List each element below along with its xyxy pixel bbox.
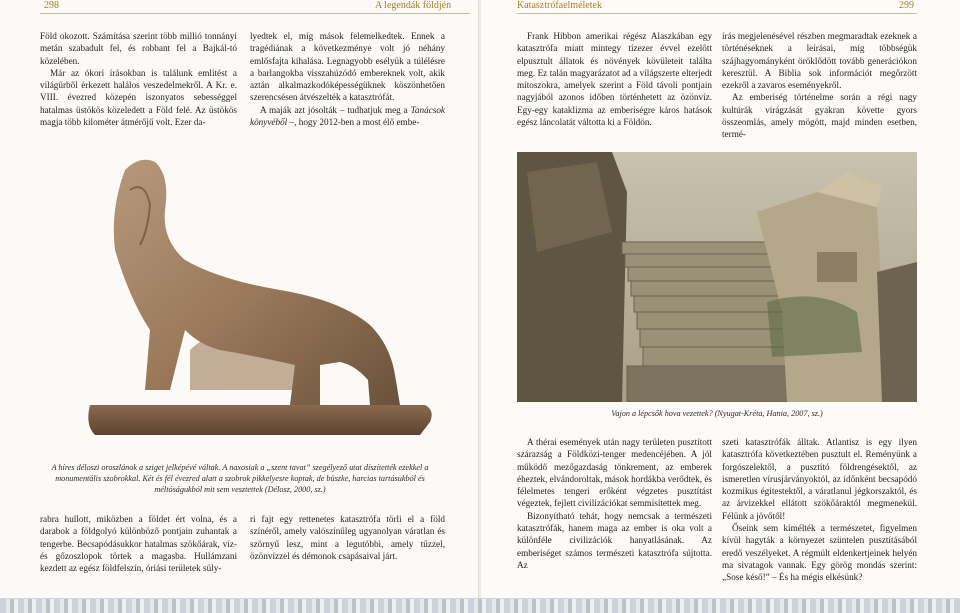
paragraph: Őseink sem kímélték a természetet, figyelmen kívül hagyták a környezet szüntelen pusztításából eredő veszélyeket. A régmúlt eldenkertjeinek helyén ma sivatagok vannak. Egy görög mondás szerint: „Sose késő!” – És ha mégis elkésünk? <box>722 523 917 583</box>
book-title: Tanácsok könyvéből <box>250 104 445 128</box>
header-rule-left <box>40 13 470 14</box>
page-number-right: 299 <box>899 0 914 11</box>
running-title-right: Katasztrófaelméletek <box>517 0 602 11</box>
paragraph: Már az ókori írásokban is találunk említést a világűrből érkezett halálos veszedelmekről. A Kr. e. VIII. évezred közepén iszonyatos sebességgel hatalmas üstökös közeledett a Föld felé. Az üstökös magja több kilométer átmérőjű volt. Ezer da- <box>40 67 237 128</box>
right-col1-top <box>517 30 712 128</box>
paragraph: ri fajt egy rettenetes katasztrófa törli el a föld színéről, amely valószínűleg ugyanolyan váratlan és szörnyű lesz, mint a legutóbbi, amely tűzzel, özönvízzel és démonok csapásaival járt. <box>250 514 445 561</box>
left-col1-bottom <box>40 513 237 574</box>
paragraph: rabra hullott, miközben a földet ért volna, és a darabok a földgolyó különböző pontjain zuhantak a tengerbe. Becsapódásukkor hatalmas szökőárak, víz- és gőzoszlopok törtek a magasba. Hullámzani kezdett az egész földfelszín, óriási területek süly- <box>40 514 237 574</box>
left-col2-top <box>250 30 445 128</box>
running-title-left: A legendák földjén <box>375 0 452 11</box>
paragraph: szeti katasztrófák álltak. Atlantisz is egy ilyen katasztrófa következtében pusztult el. Reményünk a forgószelektől, a pusztító földrengésektől, az ismeretlen vírusjárványoktól, az időnként becsapódó kozmikus égitestektől, a váratlanul jégkorszaktól, és az árvizekkel ellátott szökőáraktól megmenekül. Félünk a jövőtől! <box>722 437 917 521</box>
page-number-left: 298 <box>44 0 59 11</box>
paragraph: lyedtek el, míg mások felemelkedtek. Ennek a tragédiának a következménye volt jó néhány emlősfajta kihalása. Legnagyobb esélyük a túlélésre a barlangokba visszahúzódó embereknek volt, akik aztán alkalmazkodóképességüknek köszönhetően szerencsésen átvészelték a katasztrófát. <box>250 31 445 103</box>
paragraph: Föld okozott. Számítása szerint több millió tonnányi metán szabadult fel, és robbant fel a Bajkál-tó közelében. <box>40 31 237 66</box>
decorative-border <box>0 598 960 613</box>
right-col2-bottom <box>722 436 917 584</box>
paragraph: Bizonyítható tehát, hogy nemcsak a természeti katasztrófák, hanem maga az ember is oka volt a különféle civilizációk hanyatlásának. Az emberiséget számos természeti katasztrófa sújtotta. Az <box>517 510 712 570</box>
paragraph: Az emberiség történelme során a régi nagy kultúrák virágzását gyakran követte gyors összeomlás, amely mögött, majd minden esetben, termé- <box>722 92 917 140</box>
paragraph: írás megjelenésével részben megmaradtak ezeknek a történéseknek a leírásai, míg többségük szájhagyományként öröklődött tovább generációkon keresztül. A Biblia sok információt megőrzött ezekről a zavaros eseményekről. <box>722 31 917 91</box>
lion-statue-photo <box>70 150 460 455</box>
right-col2-top <box>722 30 917 141</box>
paragraph: Frank Hibbon amerikai régész Alaszkában egy katasztrófa miatt mintegy tízezer évvel ezelőtt elpusztult állatok és növények kövületeit találta meg. Ez talán magyarázatot ad a világszerte elterjedt mítoszokra, amelyek szerint a Föld távoli pontjain nagyjából azonos időben történhetett az özönvíz. Egy-egy kataklizma az emberiségre káros hatások egész láncolatát váltotta ki a Földön. <box>517 31 712 128</box>
left-col1-top <box>40 30 237 128</box>
header-rule-right <box>517 13 917 14</box>
left-page <box>0 0 479 613</box>
left-col2-bottom <box>250 513 445 562</box>
stairs-ruins-photo <box>517 152 917 402</box>
right-col1-bottom <box>517 436 712 571</box>
stairs-photo-caption: Vajon a lépcsők hova vezettek? (Nyugat-Kréta, Hania, 2007, sz.) <box>611 409 823 418</box>
paragraph: A thérai események után nagy területen pusztított szárazság a Földközi-tenger medencéjében. A jól működő mezőgazdaság tönkrement, az emberek éheztek, elvándoroltak, mások hordákba verődtek, és félelmetes tengeri erőként végzetes pusztítást végeztek, fejlett civilizációkat semmisítettek meg. <box>517 437 712 509</box>
lion-photo-caption: A híres déloszi oroszlánok a sziget jelképévé váltak. A naxosiak a „szent tavat” szegélyező utat díszítették ezekkel a monumentális szobrokkal. Két és fél évezred alatt a szobrok pikkelyesre koptak, de büszke, harcias tartásukból és méltóságukból mit sem vesztettek (Délosz, 2000, sz.) <box>51 463 429 494</box>
paragraph: A maják azt jósolták – tudhatjuk meg a Tanácsok könyvéből –, hogy 2012-ben a most élő embe- <box>250 104 445 128</box>
right-page <box>481 0 960 613</box>
